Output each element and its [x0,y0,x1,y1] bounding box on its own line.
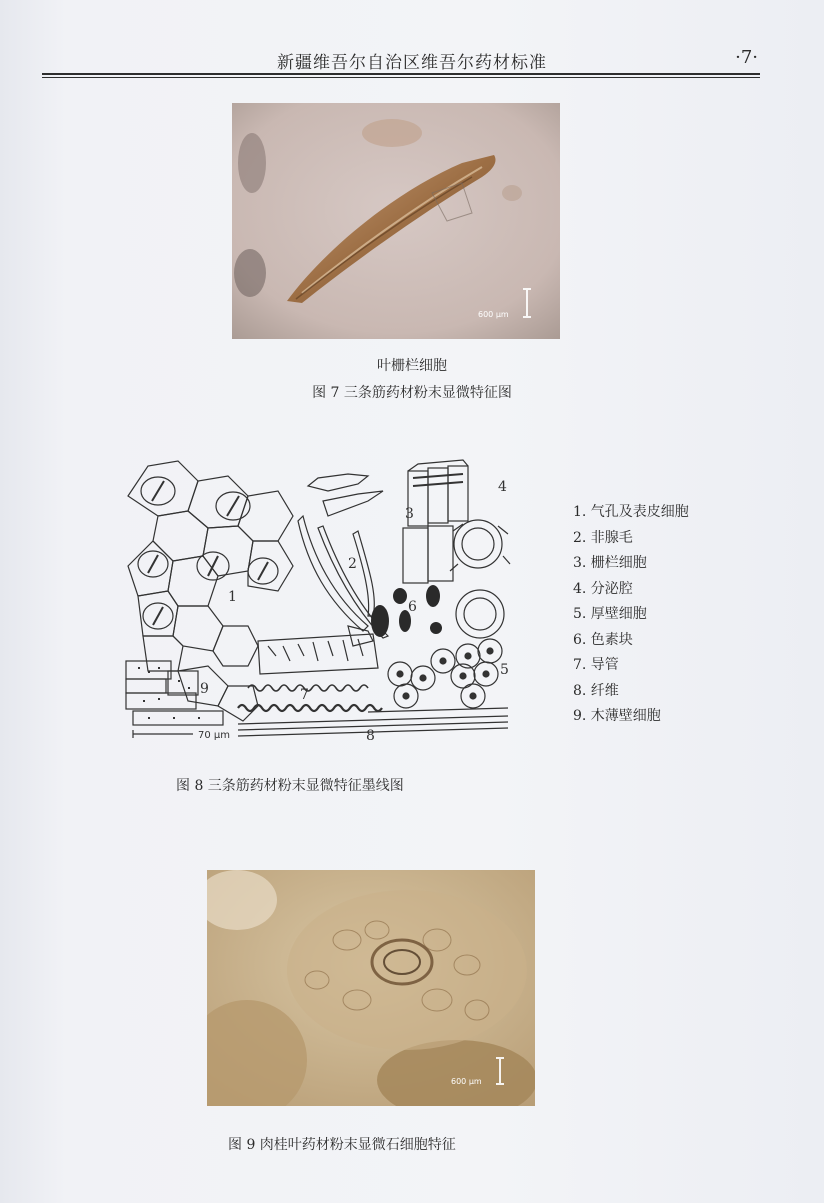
part-label-6: 6 [408,599,417,615]
part-label-1: 1 [228,589,237,605]
legend-item: 7. 导管 [573,657,619,673]
part-label-4: 4 [498,479,507,495]
pigment-blocks-drawing [371,585,442,637]
part-label-2: 2 [348,556,357,572]
page-number: ·7· [735,47,758,68]
sclerenchyma-cells-drawing [388,639,502,708]
legend-item: 9. 木薄壁细胞 [573,708,661,724]
vessel-drawing [238,634,382,711]
figure7-scale-label: 600 μm [478,310,509,319]
header-rule-thick [42,73,760,75]
figure9-caption: 图 9 肉桂叶药材粉末显微石细胞特征 [228,1137,456,1153]
figure7-micrograph [232,103,560,339]
figure9-scale-label: 600 μm [451,1077,482,1086]
figure7-sublabel: 叶栅栏细胞 [377,358,447,374]
figure8-legend [573,500,689,730]
running-header-title: 新疆维吾尔自治区维吾尔药材标准 [277,53,547,73]
legend-item: 3. 栅栏细胞 [573,555,647,571]
part-label-7: 7 [300,687,309,703]
figure8-caption: 图 8 三条筋药材粉末显微特征墨线图 [176,778,404,794]
secretory-cavity-drawing [450,520,510,638]
figure8-scale-label: 70 μm [198,730,231,741]
legend-item: 8. 纤维 [573,682,619,699]
legend-item: 6. 色素块 [573,631,633,648]
figure7-caption: 图 7 三条筋药材粉末显微特征图 [312,385,512,401]
legend-item: 1. 气孔及表皮细胞 [573,504,689,520]
part-label-5: 5 [500,662,509,678]
figure8-scale-bar [133,730,193,738]
header-rule-thin [42,77,760,78]
legend-item: 5. 厚壁细胞 [573,606,647,622]
part-label-8: 8 [366,728,375,744]
legend-item: 2. 非腺毛 [573,529,633,546]
stomata-epidermis-drawing [128,461,293,721]
part-label-9: 9 [200,681,209,697]
legend-item: 4. 分泌腔 [573,580,633,597]
figure8-line-drawing [118,456,528,750]
figure9-micrograph [207,870,535,1106]
part-label-3: 3 [405,506,414,522]
